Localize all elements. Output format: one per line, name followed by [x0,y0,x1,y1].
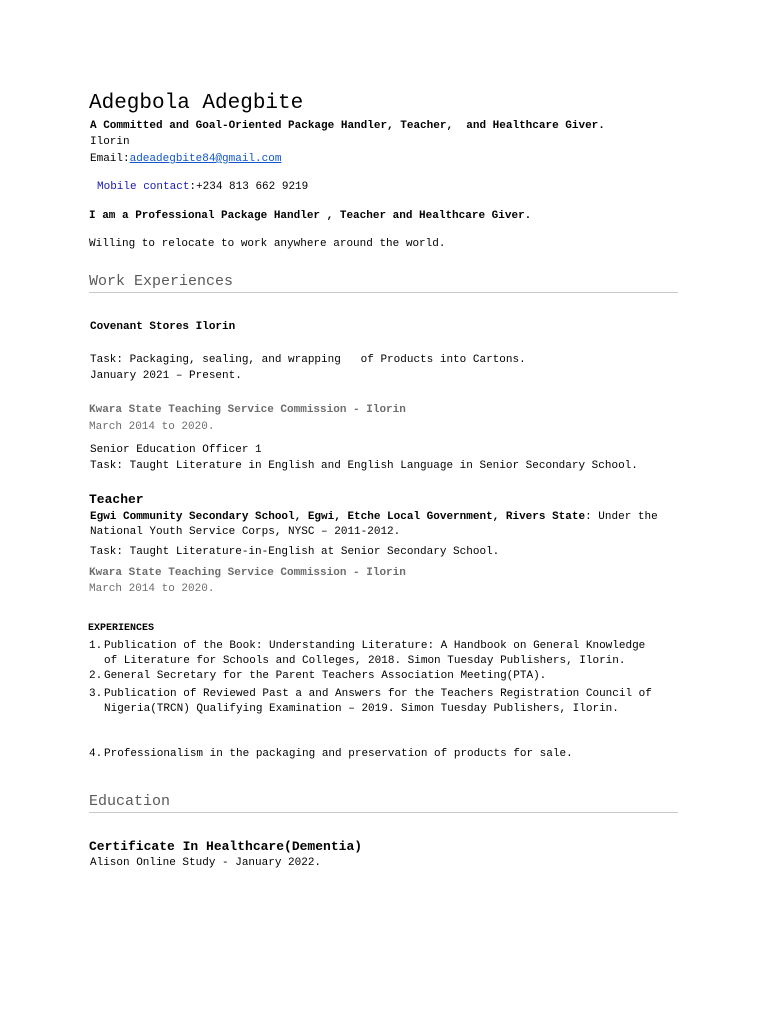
task-teacher: Task: Taught Literature-in-English at Senior Secondary School. [90,546,500,558]
mobile-line [97,179,308,195]
school-line [90,509,658,525]
employer-covenant: Covenant Stores Ilorin [90,321,236,333]
list-item [89,668,679,684]
section-title-work: Work Experiences [89,273,234,290]
list-text-cont: Nigeria(TRCN) Qualifying Examination – 2019. Simon Tuesday Publishers, Ilorin. [104,703,619,715]
list-text: Publication of the Book: Understanding Literature: A Handbook on General Knowledge [104,640,646,652]
heading-teacher: Teacher [89,492,144,507]
dates-kwara: March 2014 to 2020. [89,421,215,433]
mobile-number: +234 813 662 9219 [196,181,309,193]
experiences-title: EXPERIENCES [88,623,155,634]
certificate-title: Certificate In Healthcare(Dementia) [89,839,363,854]
list-text: Publication of Reviewed Past a and Answers for the Teachers Registration Council of [104,688,652,700]
list-item [89,746,679,762]
task-kwara: Task: Taught Literature in English and English Language in Senior Secondary School. [90,460,638,472]
email-link[interactable]: adeadegbite84@gmail.com [129,153,282,165]
school-name: Egwi Community Secondary School, Egwi, Etche Local Government, Rivers State [90,511,586,523]
certificate-detail: Alison Online Study - January 2022. [90,857,322,869]
relocate-note: Willing to relocate to work anywhere around the world. [89,238,446,250]
section-title-education: Education [89,793,171,810]
email-line [90,151,281,167]
mobile-label: Mobile contact [97,181,190,193]
employer-kwara-repeat: Kwara State Teaching Service Commission - Ilorin [89,567,406,579]
candidate-name: Adegbola Adegbite [89,92,304,115]
employer-kwara: Kwara State Teaching Service Commission - Ilorin [89,404,406,416]
section-divider [89,292,678,293]
list-text: General Secretary for the Parent Teachers Association Meeting(PTA). [104,670,547,682]
summary: I am a Professional Package Handler , Teacher and Healthcare Giver. [89,210,532,222]
list-item [89,638,679,670]
list-text: Professionalism in the packaging and preservation of products for sale. [104,748,573,760]
list-text-cont: of Literature for Schools and Colleges, 2018. Simon Tuesday Publishers, Ilorin. [104,655,626,667]
mobile-separator: : [189,181,197,193]
city: Ilorin [90,136,130,148]
list-number: 4. [89,748,103,760]
list-number: 2. [89,670,103,682]
section-divider [89,812,678,813]
list-number: 1. [89,640,103,652]
school-suffix: : Under the [585,511,658,523]
nysc-line: National Youth Service Corps, NYSC – 2011-2012. [90,526,401,538]
tagline: A Committed and Goal-Oriented Package Handler, Teacher, and Healthcare Giver. [90,120,605,132]
list-number: 3. [89,688,103,700]
dates-kwara-repeat: March 2014 to 2020. [89,583,215,595]
role-kwara: Senior Education Officer 1 [90,444,262,456]
dates-covenant: January 2021 – Present. [90,370,242,382]
email-label: Email: [90,153,130,165]
task-covenant: Task: Packaging, sealing, and wrapping of Products into Cartons. [90,354,526,366]
list-item [89,686,679,718]
